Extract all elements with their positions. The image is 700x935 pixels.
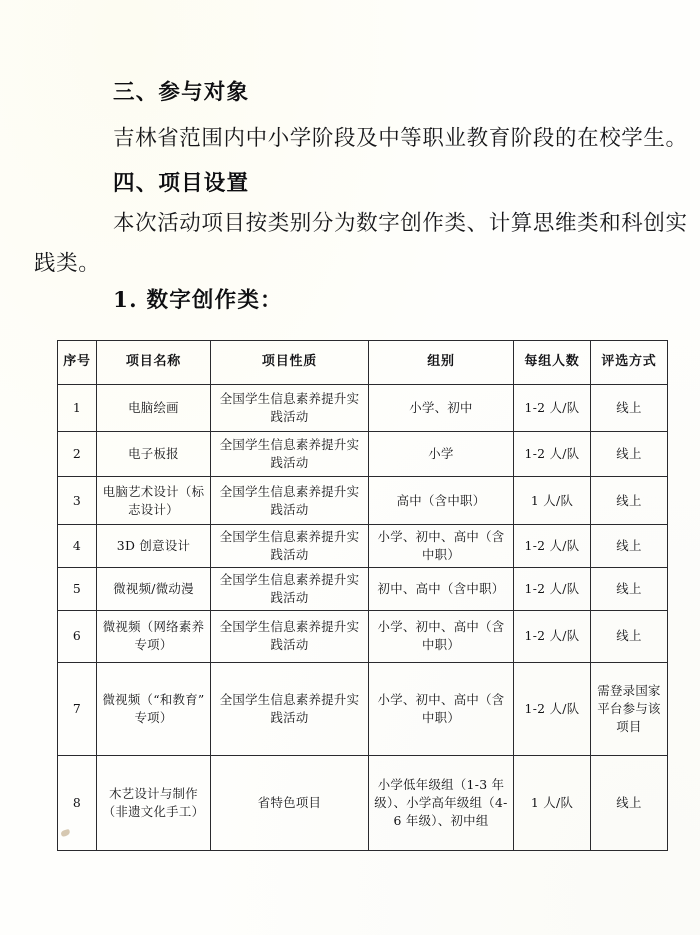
cell-kind: 省特色项目 xyxy=(211,755,369,850)
cell-team: 1-2 人/队 xyxy=(514,610,591,662)
cell-team: 1-2 人/队 xyxy=(514,525,591,568)
cell-name: 电脑绘画 xyxy=(97,385,211,432)
cell-no: 1 xyxy=(58,385,97,432)
table-row xyxy=(58,755,668,850)
cell-name: 微视频/微动漫 xyxy=(97,567,211,610)
section-3-body: 吉林省范围内中小学阶段及中等职业教育阶段的在校学生。 xyxy=(113,126,688,151)
cell-no: 4 xyxy=(58,525,97,568)
cell-mode: 线上 xyxy=(591,477,668,525)
cell-group: 高中（含中职） xyxy=(369,477,514,525)
cell-mode: 线上 xyxy=(591,755,668,850)
column-header-kind: 项目性质 xyxy=(211,341,369,385)
table-row xyxy=(58,662,668,755)
cell-no: 3 xyxy=(58,477,97,525)
section-4-body-line-1: 本次活动项目按类别分为数字创作类、计算思维类和科创实 xyxy=(113,211,688,236)
cell-mode: 线上 xyxy=(591,567,668,610)
section-4-heading: 四、项目设置 xyxy=(113,171,250,196)
section-3-body-row xyxy=(0,128,700,150)
cell-team: 1-2 人/队 xyxy=(514,662,591,755)
table-header-row xyxy=(58,341,668,385)
cell-team: 1-2 人/队 xyxy=(514,567,591,610)
cell-no: 8 xyxy=(58,755,97,850)
cell-team: 1 人/队 xyxy=(514,755,591,850)
cell-group: 小学、初中、高中（含中职） xyxy=(369,662,514,755)
cell-no: 7 xyxy=(58,662,97,755)
subsection-1-row xyxy=(0,290,700,312)
section-3-heading-row xyxy=(0,82,700,104)
column-header-name: 项目名称 xyxy=(97,341,211,385)
table-row xyxy=(58,610,668,662)
cell-group: 小学、初中 xyxy=(369,385,514,432)
cell-no: 6 xyxy=(58,610,97,662)
cell-mode: 线上 xyxy=(591,610,668,662)
cell-kind: 全国学生信息素养提升实践活动 xyxy=(211,432,369,477)
section-4-body-line-2: 践类。 xyxy=(34,251,101,276)
section-4-body-row-2 xyxy=(0,253,700,275)
projects-table xyxy=(57,340,668,851)
cell-name: 木艺设计与制作（非遗文化手工） xyxy=(97,755,211,850)
cell-kind: 全国学生信息素养提升实践活动 xyxy=(211,477,369,525)
cell-kind: 全国学生信息素养提升实践活动 xyxy=(211,662,369,755)
cell-kind: 全国学生信息素养提升实践活动 xyxy=(211,385,369,432)
table-row xyxy=(58,385,668,432)
cell-kind: 全国学生信息素养提升实践活动 xyxy=(211,610,369,662)
cell-kind: 全国学生信息素养提升实践活动 xyxy=(211,525,369,568)
table-row xyxy=(58,525,668,568)
table-row xyxy=(58,567,668,610)
cell-name: 电脑艺术设计（标志设计） xyxy=(97,477,211,525)
cell-team: 1-2 人/队 xyxy=(514,385,591,432)
column-header-group: 组别 xyxy=(369,341,514,385)
cell-name: 电子板报 xyxy=(97,432,211,477)
cell-mode: 线上 xyxy=(591,525,668,568)
section-3-heading: 三、参与对象 xyxy=(113,80,250,105)
cell-mode: 线上 xyxy=(591,432,668,477)
cell-kind: 全国学生信息素养提升实践活动 xyxy=(211,567,369,610)
cell-no: 5 xyxy=(58,567,97,610)
cell-name: 微视频（网络素养专项） xyxy=(97,610,211,662)
section-4-body-row-1 xyxy=(0,213,700,235)
cell-group: 初中、高中（含中职） xyxy=(369,567,514,610)
table-row xyxy=(58,432,668,477)
cell-name: 3D 创意设计 xyxy=(97,525,211,568)
cell-group: 小学 xyxy=(369,432,514,477)
cell-mode: 线上 xyxy=(591,385,668,432)
column-header-team: 每组人数 xyxy=(514,341,591,385)
subsection-1-heading: 1. 数字创作类： xyxy=(113,288,283,313)
cell-name: 微视频（“和教育”专项） xyxy=(97,662,211,755)
cell-mode: 需登录国家平台参与该项目 xyxy=(591,662,668,755)
column-header-no: 序号 xyxy=(58,341,97,385)
cell-group: 小学、初中、高中（含中职） xyxy=(369,610,514,662)
cell-team: 1 人/队 xyxy=(514,477,591,525)
cell-no: 2 xyxy=(58,432,97,477)
column-header-mode: 评选方式 xyxy=(591,341,668,385)
cell-team: 1-2 人/队 xyxy=(514,432,591,477)
projects-table-wrapper xyxy=(57,340,667,851)
table-row xyxy=(58,477,668,525)
cell-group: 小学、初中、高中（含中职） xyxy=(369,525,514,568)
section-4-heading-row xyxy=(0,173,700,195)
cell-group: 小学低年级组（1-3 年级）、小学高年级组（4-6 年级）、初中组 xyxy=(369,755,514,850)
